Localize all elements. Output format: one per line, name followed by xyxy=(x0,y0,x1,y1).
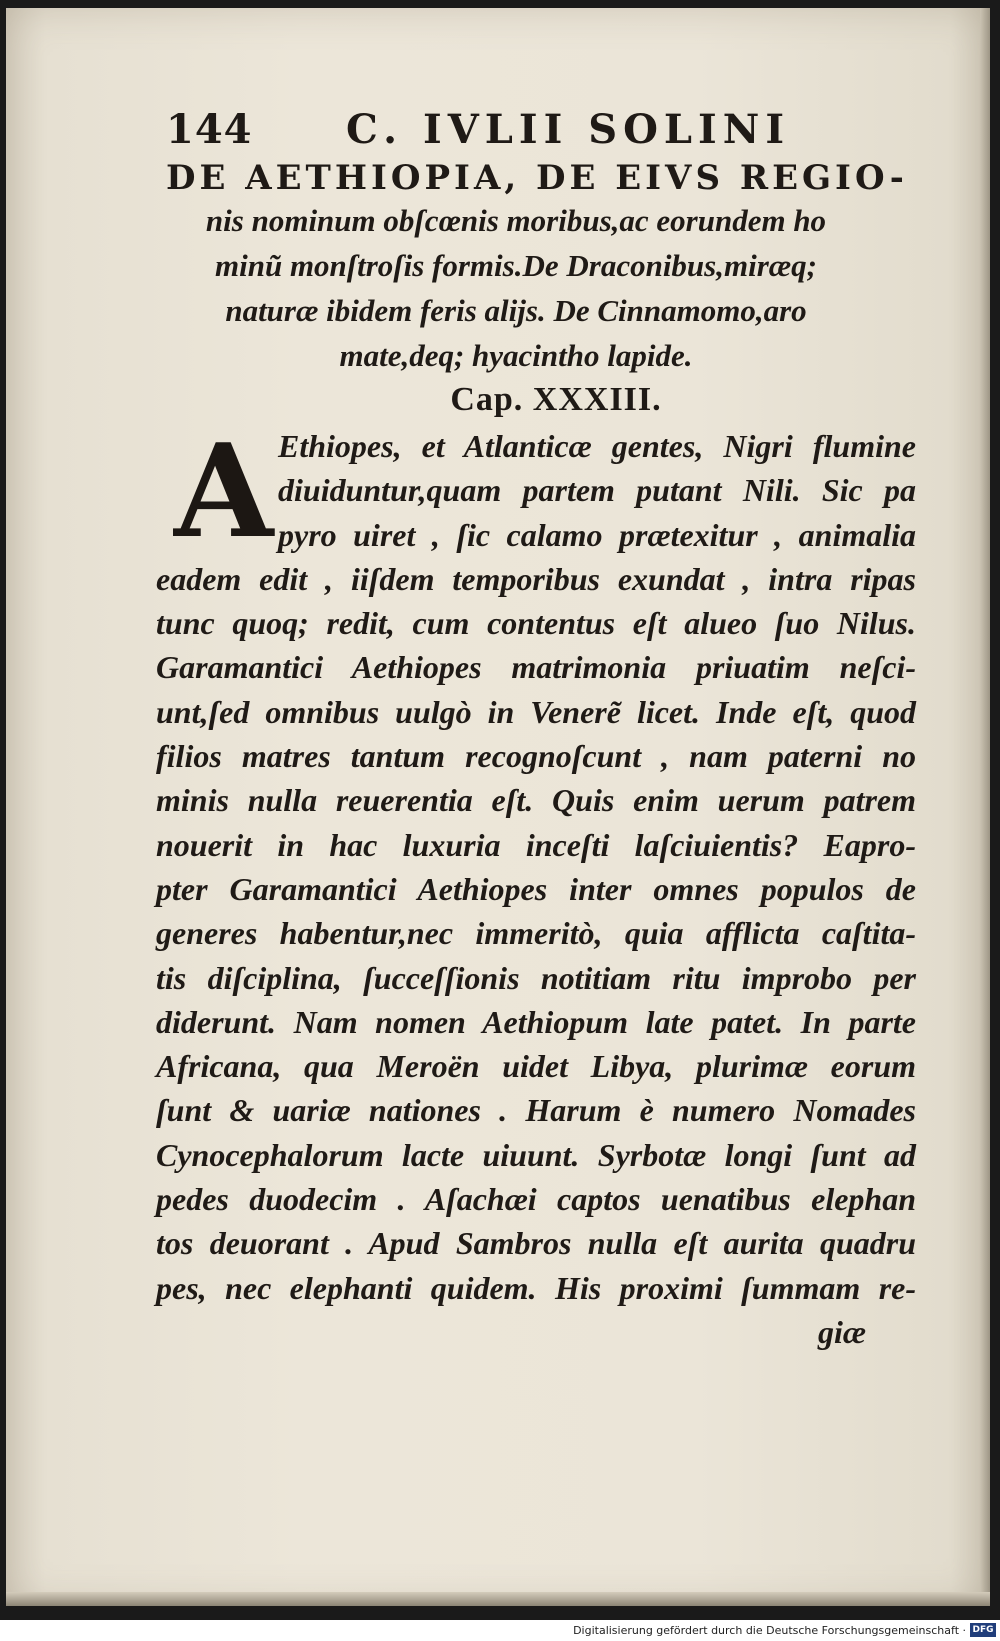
catchword: giæ xyxy=(818,1313,866,1350)
chapter-number: Cap. XXXIII. xyxy=(450,381,662,418)
chapter-title: DE AETHIOPIA, DE EIVS REGIO- xyxy=(166,158,908,198)
subtitle-line: nis nominum obſcœnis moribus,ac eorundem ho xyxy=(205,203,827,238)
body-line: tunc quoq; redit, cum contentus eſt alueo ſuo Nilus. xyxy=(156,605,916,642)
page-bottom-shadow xyxy=(6,1592,990,1606)
page-header xyxy=(156,96,916,152)
page-edge xyxy=(980,8,990,1606)
running-head: C. IVLII SOLINI xyxy=(346,106,791,153)
body-line: generes habentur,nec immeritò, quia afflicta caſtita- xyxy=(156,915,916,952)
body-line: pedes duodecim . Aſachæi captos uenatibus elephan xyxy=(156,1181,916,1218)
page-number: 144 xyxy=(166,106,253,153)
body-line: tis diſciplina, ſucceſſionis notitiam ritu improbo per xyxy=(156,959,916,996)
body-line: Africana, qua Meroën uidet Libya, plurimæ eorum xyxy=(156,1048,916,1085)
body-line: unt,ſed omnibus uulgò in Venerẽ licet. Inde eſt, quod xyxy=(156,693,916,730)
body-line: tos deuorant . Apud Sambros nulla eſt aurita quadru xyxy=(156,1225,916,1262)
chapter-subtitle xyxy=(156,198,876,378)
subtitle-line: minũ monſtroſis formis.De Draconibus,miræq; xyxy=(214,248,817,283)
body-line: pyro uiret , ſic calamo prætexitur , animalia xyxy=(278,516,916,553)
subtitle-line: mate,deq; hyacintho lapide. xyxy=(339,338,693,373)
drop-cap: A xyxy=(174,417,274,567)
book-page xyxy=(6,8,990,1606)
subtitle-line: naturæ ibidem feris alijs. De Cinnamomo,aro xyxy=(225,293,807,328)
body-line: filios matres tantum recognoſcunt , nam paterni no xyxy=(156,738,916,775)
body-line: nouerit in hac luxuria inceſti laſciuientis? Eapro- xyxy=(156,826,916,863)
body-text xyxy=(156,417,916,1354)
body-line: pes, nec elephanti quidem. His proximi ſummam re- xyxy=(156,1269,916,1306)
body-line: diderunt. Nam nomen Aethiopum late patet. In parte xyxy=(156,1003,916,1040)
body-line: Ethiopes, et Atlanticæ gentes, Nigri flumine xyxy=(278,428,916,464)
dfg-logo-icon: DFG xyxy=(970,1623,996,1637)
body-line: eadem edit , iiſdem temporibus exundat , intra ripas xyxy=(156,560,916,597)
body-line: ſunt & uariæ nationes . Harum è numero Nomades xyxy=(156,1092,916,1129)
body-line: diuiduntur,quam partem putant Nili. Sic pa xyxy=(278,472,916,509)
text-block xyxy=(156,96,916,1354)
body-line: minis nulla reuerentia eſt. Quis enim uerum patrem xyxy=(156,782,916,819)
body-line: Garamantici Aethiopes matrimonia priuatim neſci- xyxy=(156,649,916,686)
funding-credit: Digitalisierung gefördert durch die Deutsche Forschungsgemeinschaft · xyxy=(573,1624,966,1637)
body-line: Cynocephalorum lacte uiuunt. Syrbotæ longi ſunt ad xyxy=(156,1136,916,1173)
digitization-footer xyxy=(0,1620,1000,1641)
body-line: pter Garamantici Aethiopes inter omnes populos de xyxy=(156,870,916,907)
